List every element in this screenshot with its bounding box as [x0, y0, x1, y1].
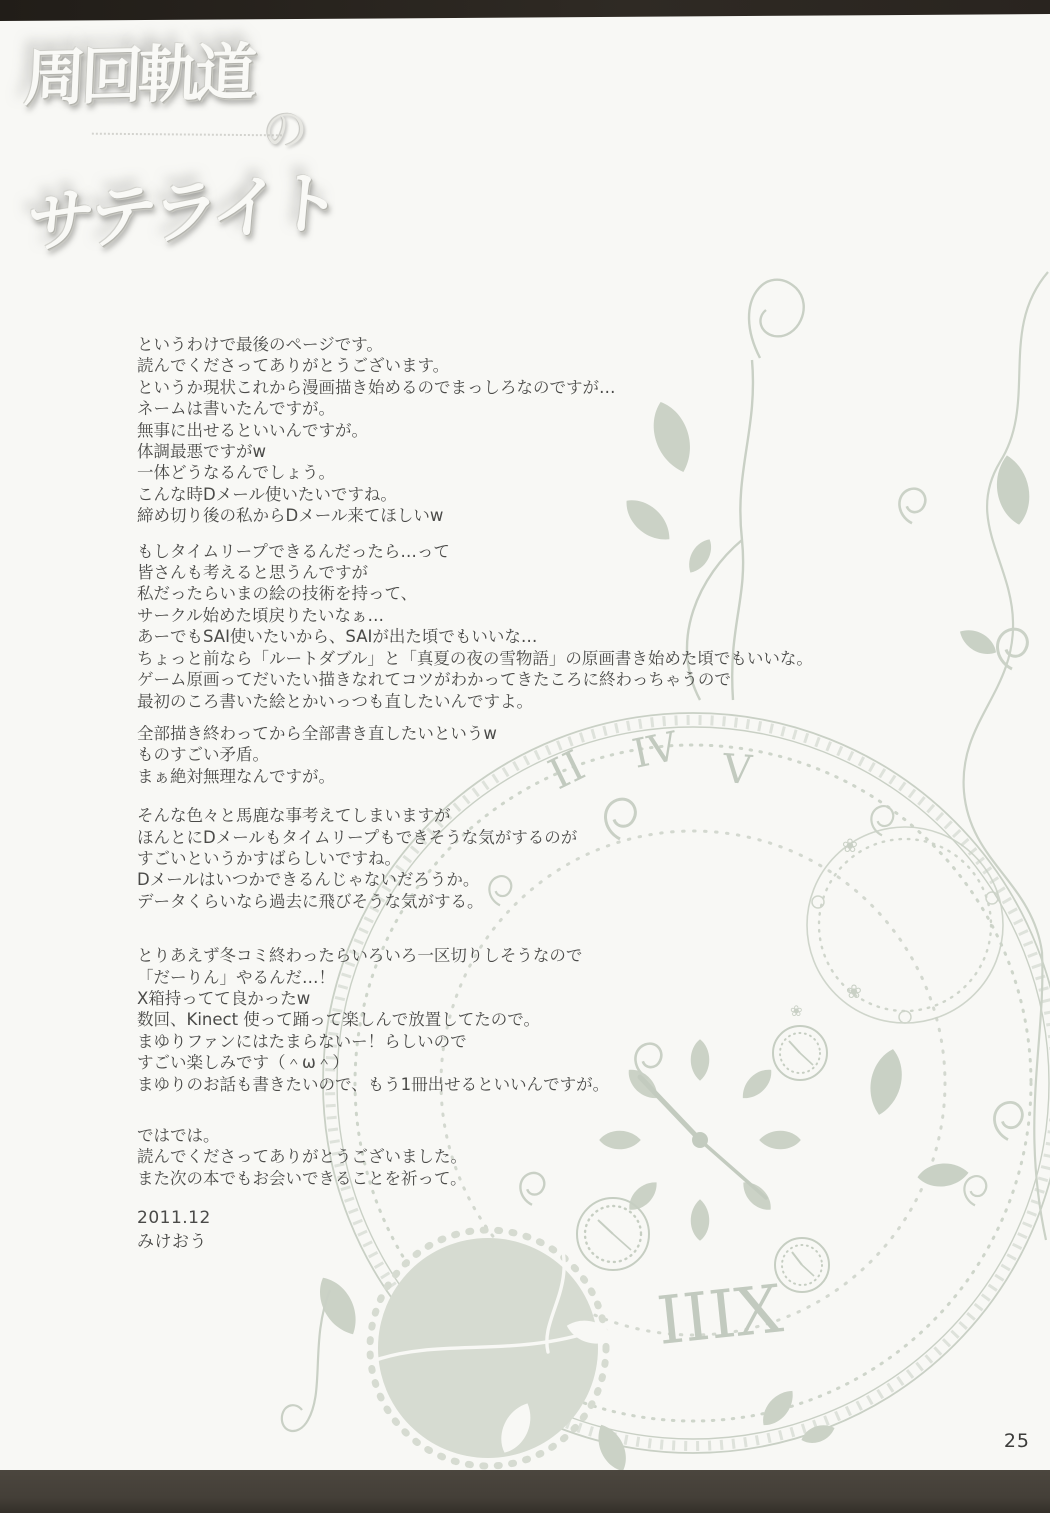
pocket-watch-left: [577, 1198, 649, 1270]
svg-text:❀: ❀: [846, 981, 862, 1003]
title-logo-line2: サテライト: [22, 162, 340, 264]
bottom-left-vine: [282, 1271, 837, 1476]
top-border-bar: [0, 0, 1050, 22]
afterword-line: もしタイムリープできるんだったら…って: [137, 541, 450, 561]
afterword-line: ではでは。: [137, 1126, 220, 1145]
afterword-line: まゆりのお話も書きたいので、もう1冊出せるといいんですが。: [137, 1074, 610, 1094]
logo-caption-flourish: [92, 133, 282, 137]
afterword-line: 締め切り後の私からDメール来てほしいw: [137, 506, 444, 526]
title-logo-particle: の: [258, 99, 313, 161]
afterword-line: すごいというかすばらしいですね。: [137, 848, 401, 868]
afterword-line: 無事に出せるといいんですが。: [137, 420, 368, 440]
bottom-border-bar: [0, 1470, 1050, 1513]
numeral-II: II: [540, 740, 593, 799]
afterword-line: というわけで最後のページです。: [137, 335, 383, 354]
afterword-paragraph: [137, 945, 917, 1095]
afterword-line: とりあえず冬コミ終わったらいろいろ一区切りしそうなので: [137, 946, 583, 966]
afterword-line: ゲーム原画ってだいたい描きなれてコツがわかってきたころに終わっちゃうので: [137, 670, 731, 690]
afterword: [137, 334, 917, 1189]
credits-author: みけおう: [137, 1232, 207, 1252]
afterword-line: X箱持ってて良かったw: [137, 988, 311, 1008]
afterword-line: 数回、Kinect 使って踊って楽しんで放置してたので。: [137, 1010, 540, 1030]
afterword-paragraph: [137, 723, 917, 787]
numeral-V: V: [721, 746, 754, 794]
lace-moon-circle: [370, 1230, 616, 1466]
afterword-line: 体調最悪ですがw: [137, 442, 266, 462]
afterword-line: Dメールはいつかできるんじゃないだろうか。: [137, 870, 480, 890]
credits: [137, 1206, 211, 1254]
afterword-line: まぁ絶対無理なんですが。: [137, 766, 335, 786]
numeral-IIIX: IIIX: [653, 1270, 787, 1360]
afterword-line: サークル始めた頃戻りたいなぁ…: [137, 605, 385, 625]
afterword-line: 皆さんも考えると思うんですが: [137, 563, 368, 583]
afterword-line: 一体どうなるんでしょう。: [137, 463, 335, 483]
afterword-line: あーでもSAI使いたいから、SAIが出た頃でもいいな…: [137, 627, 538, 647]
afterword-line: ものすごい矛盾。: [137, 745, 269, 765]
afterword-paragraph: [137, 541, 917, 712]
afterword-paragraph: [137, 334, 917, 527]
afterword-line: まゆりファンにはたまらないー！らしいので: [137, 1031, 467, 1051]
afterword-line: 私だったらいまの絵の技術を持って、: [137, 584, 418, 604]
afterword-paragraph: [137, 805, 917, 912]
afterword-line: また次の本でもお会いできることを祈って。: [137, 1168, 467, 1188]
pocket-watch-bottom: [775, 1238, 829, 1292]
svg-text:❀: ❀: [842, 835, 858, 857]
page-number: 25: [1003, 1430, 1030, 1452]
afterword-line: ちょっと前なら「ルートダブル」と「真夏の夜の雪物語」の原画書き始めた頃でもいいな。: [137, 648, 813, 668]
afterword-line: 最初のころ書いた絵とかいっつも直したいんですよ。: [137, 691, 533, 711]
svg-text:❀: ❀: [790, 1002, 803, 1020]
afterword-line: データくらいなら過去に飛びそうな気がする。: [137, 891, 484, 911]
afterword-line: こんな時Dメール使いたいですね。: [137, 484, 397, 504]
afterword-line: 読んでくださってありがとうございました。: [137, 1147, 467, 1167]
numeral-IV: IV: [628, 723, 682, 778]
afterword-line: そんな色々と馬鹿な事考えてしまいますが: [137, 806, 451, 826]
afterword-line: ネームは書いたんですが。: [137, 399, 335, 419]
afterword-line: 全部描き終わってから全部書き直したいというw: [137, 723, 497, 743]
afterword-line: 「だーりん」やるんだ…！: [137, 967, 335, 987]
afterword-line: 読んでくださってありがとうございます。: [137, 356, 450, 376]
afterword-line: ほんとにDメールもタイムリープもできそうな気がするのが: [137, 827, 578, 847]
title-logo-line1: 周回軌道: [22, 35, 254, 115]
afterword-paragraph: [137, 1125, 917, 1189]
credits-date: 2011.12: [137, 1208, 211, 1228]
afterword-line: すごい楽しみです（＾ω＾）: [137, 1053, 349, 1073]
title-logo: [22, 19, 389, 264]
afterword-line: というか現状これから漫画描き始めるのでまっしろなのですが…: [137, 377, 616, 397]
